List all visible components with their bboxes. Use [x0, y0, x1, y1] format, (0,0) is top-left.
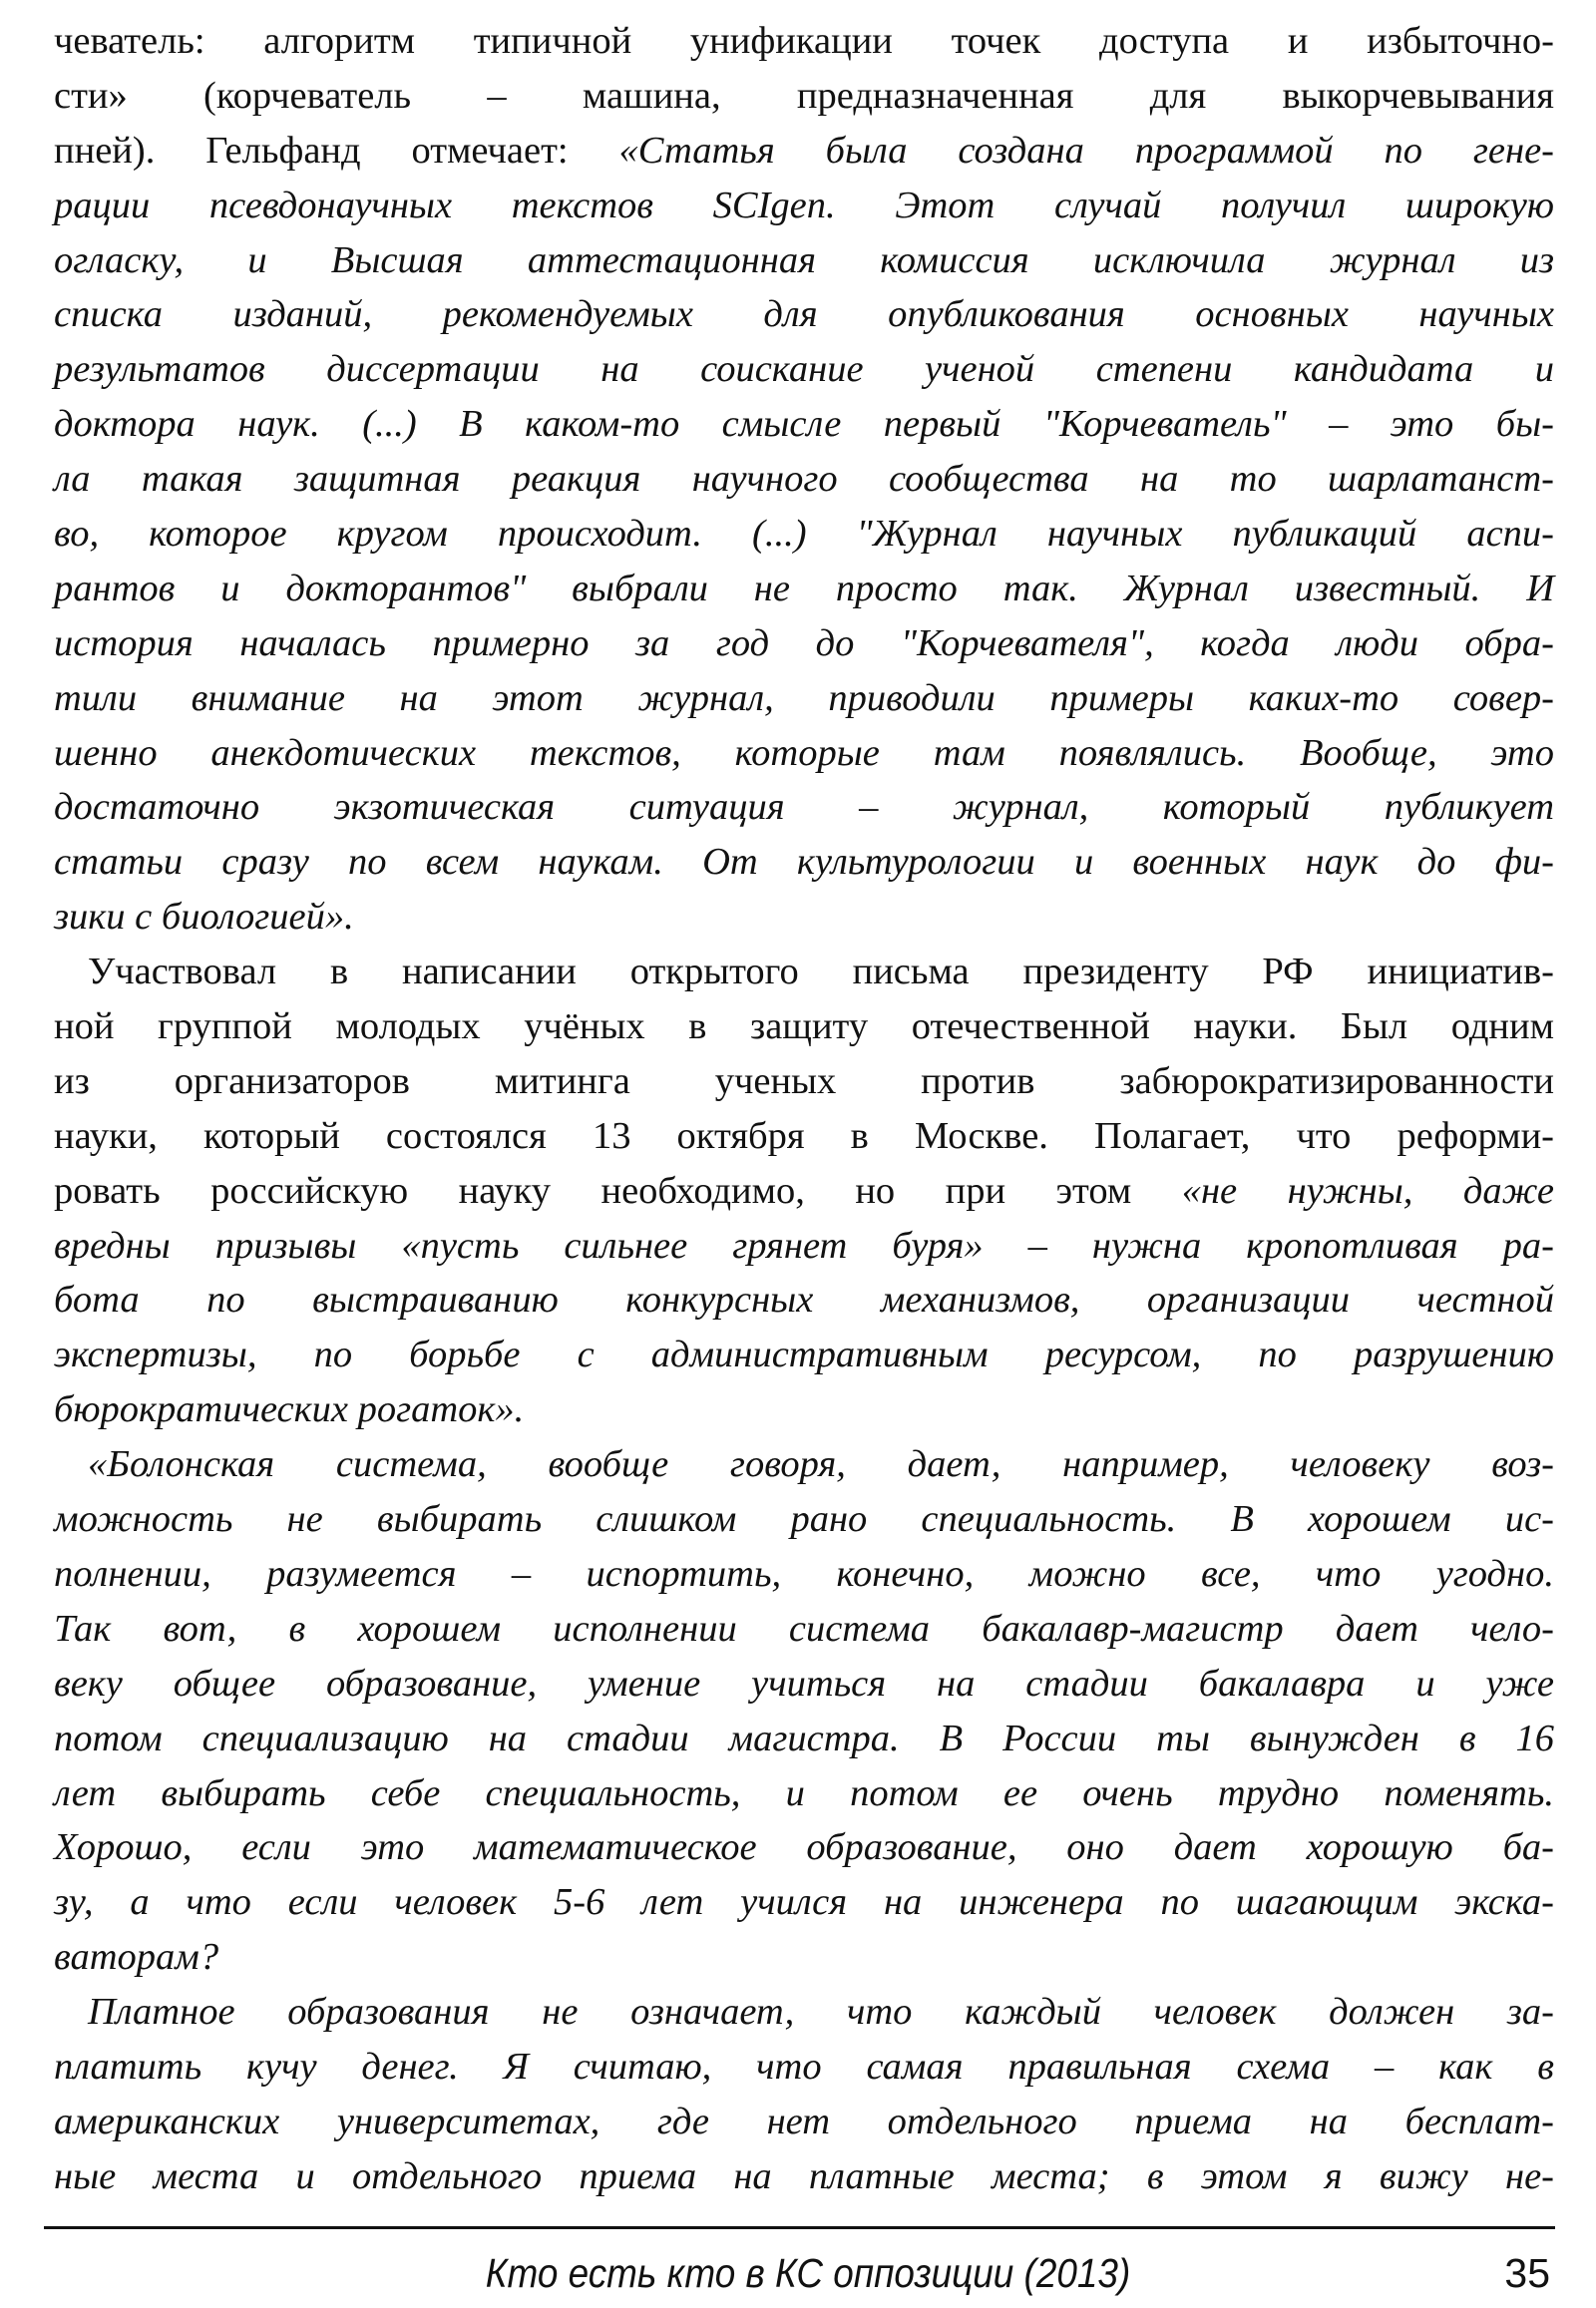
quote-text: доктора наук. (...) В каком-то смысле первый "Корчеватель" – это бы- — [54, 403, 1554, 446]
text-line — [54, 1109, 1554, 1164]
body-text-run: сти» (корчеватель – машина, предназначенная для выкорчевывания — [54, 74, 1554, 117]
text-line — [54, 287, 1554, 342]
quote-text: потом специализацию на стадии магистра. В России ты вынужден в 16 — [54, 1717, 1554, 1759]
quote-text: «Болонская система, вообще говоря, дает, например, человеку воз- — [88, 1443, 1554, 1486]
text-line — [54, 124, 1554, 179]
quote-text: тили внимание на этот журнал, приводили примеры каких-то совер- — [54, 676, 1554, 719]
quote-text: во, которое кругом происходит. (...) "Журнал научных публикаций аспи- — [54, 513, 1554, 556]
text-line — [54, 342, 1554, 397]
text-line — [54, 1766, 1554, 1821]
page-number: 35 — [1504, 2250, 1550, 2296]
quote-text: ваторам? — [54, 1936, 219, 1979]
text-line — [54, 1875, 1554, 1930]
quote-text: американских университетах, где нет отдельного приема на бесплат- — [54, 2100, 1554, 2142]
quote-text: веку общее образование, умение учиться на стадии бакалавра и уже — [54, 1662, 1554, 1705]
text-line — [54, 1930, 1554, 1985]
text-line — [54, 616, 1554, 671]
quote-text: можность не выбирать слишком рано специальность. В хорошем ис- — [54, 1498, 1554, 1541]
quote-text: огласку, и Высшая аттестационная комиссия исключила журнал из — [54, 238, 1554, 281]
text-line — [54, 1437, 1554, 1492]
quote-text: Платное образования не означает, что каждый человек должен за- — [88, 1991, 1554, 2034]
quote-text: зики с биологией». — [54, 896, 354, 939]
text-line — [54, 233, 1554, 288]
text-line — [54, 562, 1554, 616]
text-line — [54, 945, 1554, 999]
body-text-run: чеватель: алгоритм типичной унификации точек доступа и избыточно- — [54, 20, 1554, 62]
text-line — [54, 1164, 1554, 1219]
text-line — [54, 2095, 1554, 2149]
quote-text: результатов диссертации на соискание ученой степени кандидата и — [54, 348, 1554, 391]
quote-text: экспертизы, по борьбе с административным ресурсом, по разрушению — [54, 1334, 1554, 1376]
text-line — [54, 1712, 1554, 1766]
body-text-run: Участвовал в написании открытого письма президенту РФ инициатив- — [88, 951, 1554, 993]
text-line — [54, 671, 1554, 726]
text-line — [54, 999, 1554, 1054]
quote-text: полнении, разумеется – испортить, конечно, можно все, что угодно. — [54, 1552, 1554, 1595]
text-line — [54, 1820, 1554, 1875]
text-line — [54, 726, 1554, 781]
text-line — [54, 452, 1554, 507]
body-text-run: ной группой молодых учёных в защиту отечественной науки. Был одним — [54, 1005, 1554, 1048]
text-line — [54, 890, 1554, 945]
text-line — [54, 507, 1554, 562]
quote-text: платить кучу денег. Я считаю, что самая правильная схема – как в — [54, 2045, 1554, 2088]
text-line — [54, 14, 1554, 69]
text-line — [54, 1054, 1554, 1109]
body-text-run: из организаторов митинга ученых против забюрократизированности — [54, 1059, 1554, 1102]
quote-text: Хорошо, если это математическое образование, оно дает хорошую ба- — [54, 1826, 1554, 1869]
text-line — [54, 2040, 1554, 2095]
text-line — [54, 1547, 1554, 1602]
text-line — [54, 1657, 1554, 1712]
running-footer-title: Кто есть кто в КС оппозиции (2013) — [485, 2250, 1131, 2296]
text-line — [54, 1382, 1554, 1437]
quote-text: бота по выстраиванию конкурсных механизмов, организации честной — [54, 1279, 1554, 1322]
quote-text: достаточно экзотическая ситуация – журнал, который публикует — [54, 786, 1554, 829]
text-line — [54, 835, 1554, 890]
text-line — [54, 1985, 1554, 2040]
body-text-run: пней). Гельфанд отмечает: — [54, 129, 619, 172]
quote-text: Так вот, в хорошем исполнении система бакалавр-магистр дает чело- — [54, 1607, 1554, 1650]
body-text — [54, 14, 1554, 2204]
text-line — [54, 179, 1554, 233]
text-line — [54, 1273, 1554, 1328]
quote-text: зу, а что если человек 5-6 лет учился на инженера по шагающим экска- — [54, 1881, 1554, 1924]
footer-divider — [44, 2226, 1555, 2229]
text-line — [54, 1492, 1554, 1547]
quote-text: «не нужны, даже — [1181, 1169, 1554, 1212]
quote-text: история началась примерно за год до "Корчевателя", когда люди обра- — [54, 621, 1554, 664]
quote-text: рантов и докторантов" выбрали не просто так. Журнал известный. И — [54, 567, 1554, 609]
quote-text: вредны призывы «пусть сильнее грянет буря» – нужна кропотливая ра- — [54, 1224, 1554, 1267]
quote-text: ные места и отдельного приема на платные места; в этом я вижу не- — [54, 2154, 1554, 2197]
body-text-run: науки, который состоялся 13 октября в Москве. Полагает, что реформи- — [54, 1114, 1554, 1157]
text-line — [54, 2149, 1554, 2204]
text-line — [54, 780, 1554, 835]
quote-text: бюрократических рогаток». — [54, 1388, 525, 1431]
quote-text: ла такая защитная реакция научного сообщества на то шарлатанст- — [54, 458, 1554, 501]
quote-text: списка изданий, рекомендуемых для опубликования основных научных — [54, 293, 1554, 336]
text-line — [54, 69, 1554, 124]
quote-text: статьи сразу по всем наукам. От культурологии и военных наук до фи- — [54, 841, 1554, 884]
text-line — [54, 397, 1554, 452]
quote-text: лет выбирать себе специальность, и потом ее очень трудно поменять. — [54, 1771, 1554, 1814]
quote-text: шенно анекдотических текстов, которые там появлялись. Вообще, это — [54, 731, 1554, 774]
text-line — [54, 1328, 1554, 1382]
quote-text: «Статья была создана программой по гене- — [618, 129, 1555, 172]
text-line — [54, 1602, 1554, 1657]
quote-text: рации псевдонаучных текстов SCIgen. Этот случай получил широкую — [54, 184, 1554, 226]
text-line — [54, 1219, 1554, 1274]
body-text-run: ровать российскую науку необходимо, но при этом — [54, 1169, 1182, 1212]
